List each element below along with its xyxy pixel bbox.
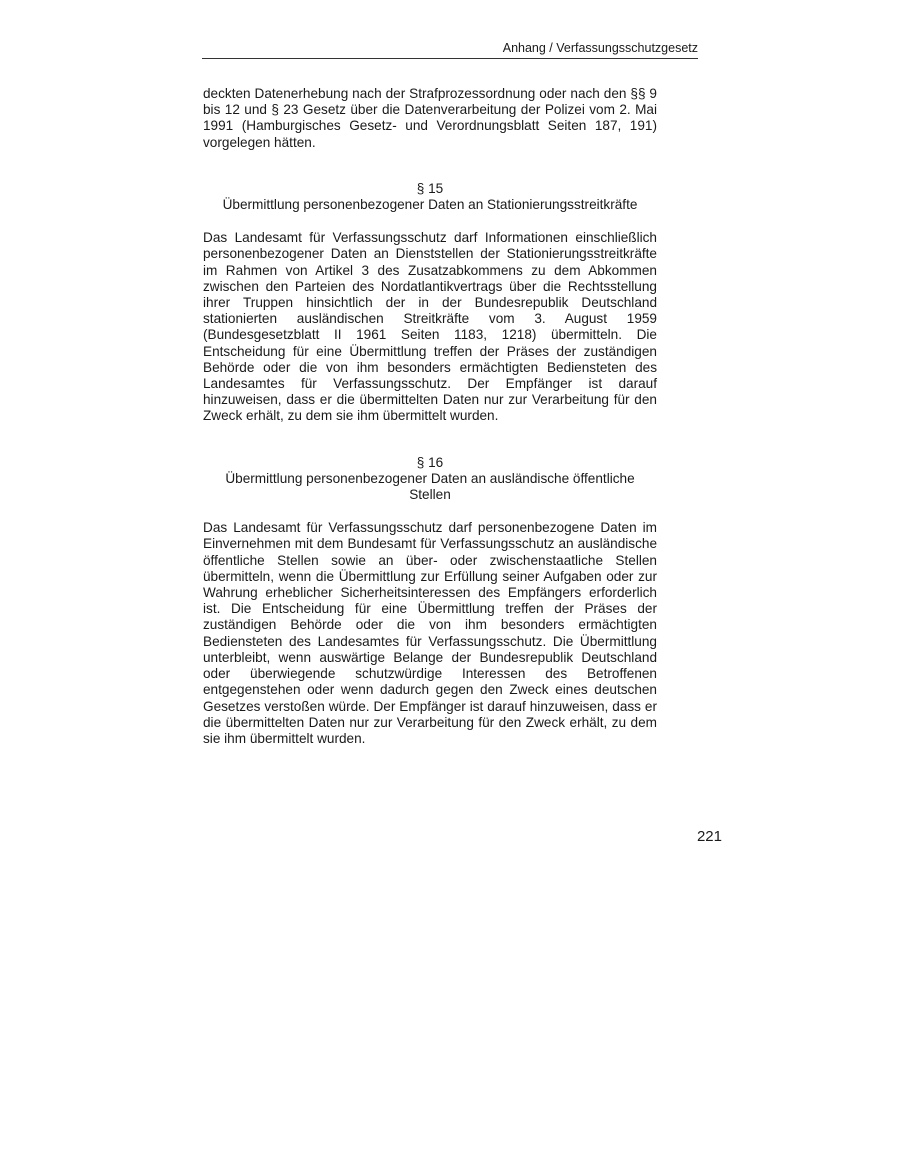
page-number: 221	[696, 828, 722, 845]
section-16-title-line1: Übermittlung personenbezogener Daten an ausländische öffentliche	[225, 470, 635, 486]
section-15-text: Das Landesamt für Verfassungsschutz darf Informationen einschließlich personenbezogener Daten an Dienststellen der Stationierungsstreitkräfte im Rahmen von Artikel 3 des Zusatzabkommens zu dem Abkommen zwischen den Parteien des Nordatlantikvertrags über die Rechtsstellung ihrer Truppen hinsichtlich der in der Bundesrepublik Deutschland stationierten ausländischen Streitkräfte vom 3. August 1959 (Bundesgesetzblatt II 1961 Seiten 1183, 1218) übermitteln. Die Entscheidung für eine Übermittlung treffen der Präses der zuständigen Behörde oder die von ihm besonders ermächtigten Bediensteten des Landesamtes für Verfassungsschutz. Der Empfänger ist darauf hinzuweisen, dass er die übermittelten Daten nur zur Verarbeitung für den Zweck erhält, zu dem sie ihm übermittelt wurden.	[203, 230, 657, 424]
section-16-number: § 16	[416, 454, 444, 470]
running-header: Anhang / Verfassungsschutzgesetz	[202, 40, 698, 59]
section-15-title: Übermittlung personenbezogener Daten an Stationierungsstreitkräfte	[222, 197, 638, 213]
section-16-text: Das Landesamt für Verfassungsschutz darf personenbezogene Daten im Einvernehmen mit dem Bundesamt für Verfassungsschutz an ausländische öffentliche Stellen sowie an über- oder zwischenstaatliche Stellen übermitteln, wenn die Übermittlung zur Erfüllung seiner Aufgaben oder zur Wahrung erheblicher Sicherheitsinteressen des Empfängers erforderlich ist. Die Entscheidung für eine Übermittlung treffen der Präses der zuständigen Behörde oder die von ihm besonders ermächtigten Bediensteten des Landesamtes für Verfassungsschutz. Die Übermittlung unterbleibt, wenn auswärtige Belange der Bundesrepublik Deutschland oder überwiegende schutzwürdige Interessen des Betroffenen entgegenstehen oder wenn dadurch gegen den Zweck eines deutschen Gesetzes verstoßen würde. Der Empfänger ist darauf hinzuweisen, dass er die übermittelten Daten nur zur Verarbeitung für den Zweck erhält, zu dem sie ihm übermittelt wurden.	[203, 520, 657, 746]
intro-paragraph: deckten Datenerhebung nach der Strafprozessordnung oder nach den §§ 9 bis 12 und § 23 Gesetz über die Datenverarbeitung der Polizei vom 2. Mai 1991 (Hamburgisches Gesetz- und Verordnungsblatt Seiten 187, 191) vorgelegen hätten.	[203, 86, 657, 150]
section-15-number: § 15	[416, 180, 444, 196]
section-16-heading	[203, 455, 657, 504]
section-16-title-line2: Stellen	[409, 487, 451, 503]
section-15-heading	[203, 181, 657, 213]
page-content	[203, 86, 657, 747]
